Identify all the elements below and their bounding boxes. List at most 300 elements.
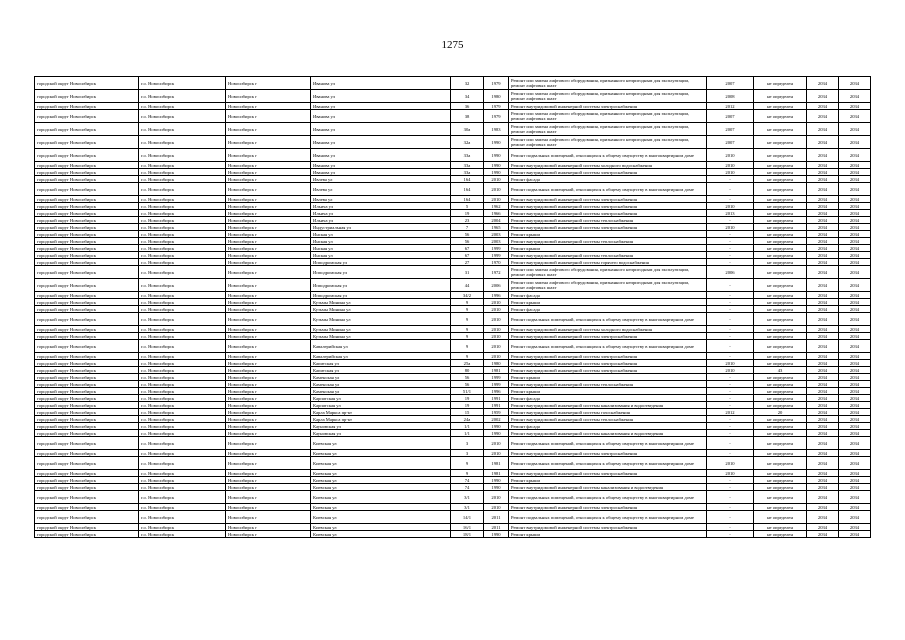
cell-period: не определен xyxy=(754,123,807,136)
cell-period: не определен xyxy=(754,217,807,224)
cell-house: 19 xyxy=(451,402,484,409)
cell-last-repair-year: - xyxy=(707,279,754,292)
cell-work-type: Ремонт внутридомовой инженерной системы электроснабжения xyxy=(509,203,707,210)
cell-street: Киевская ул xyxy=(311,531,451,538)
cell-house: 9 xyxy=(451,306,484,313)
cell-plan-end: 2034 xyxy=(839,210,871,217)
cell-build-year: 1990 xyxy=(484,162,509,169)
register-table xyxy=(34,76,871,538)
cell-work-type: Ремонт подвальных помещений, относящихся к общему имуществу в многоквартирном доме xyxy=(509,149,707,162)
cell-city: Новосибирск г xyxy=(226,326,311,333)
cell-street: Инская ул xyxy=(311,238,451,245)
cell-build-year: 2010 xyxy=(484,353,509,360)
cell-plan-start: 2034 xyxy=(807,374,839,381)
cell-municipality: г.о. Новосибирск xyxy=(139,484,226,491)
cell-build-year: 2010 xyxy=(484,299,509,306)
cell-city: Новосибирск г xyxy=(226,103,311,110)
cell-last-repair-year: - xyxy=(707,531,754,538)
cell-period: не определен xyxy=(754,504,807,511)
table-row xyxy=(35,183,871,196)
cell-last-repair-year: - xyxy=(707,381,754,388)
cell-build-year: 1990 xyxy=(484,484,509,491)
cell-last-repair-year: - xyxy=(707,292,754,299)
cell-municipality: г.о. Новосибирск xyxy=(139,395,226,402)
cell-plan-end: 2034 xyxy=(839,381,871,388)
cell-build-year: 2010 xyxy=(484,196,509,203)
cell-work-type: Ремонт внутридомовой инженерной системы канализования и водоотведения xyxy=(509,484,707,491)
cell-plan-end: 2034 xyxy=(839,388,871,395)
table-row xyxy=(35,210,871,217)
cell-city: Новосибирск г xyxy=(226,423,311,430)
cell-last-repair-year: - xyxy=(707,353,754,360)
cell-plan-end: 2034 xyxy=(839,162,871,169)
cell-work-type: Ремонт внутридомовой инженерной системы газоснабжения xyxy=(509,409,707,416)
cell-street: Ивлева ул xyxy=(311,183,451,196)
cell-plan-start: 2034 xyxy=(807,224,839,231)
cell-district: городской округ Новосибирск xyxy=(35,340,139,353)
cell-last-repair-year: - xyxy=(707,259,754,266)
cell-work-type: Ремонт крыши xyxy=(509,231,707,238)
cell-period: не определен xyxy=(754,484,807,491)
cell-municipality: г.о. Новосибирск xyxy=(139,279,226,292)
cell-last-repair-year: - xyxy=(707,217,754,224)
cell-work-type: Ремонт внутридомовой инженерной системы теплоснабжения xyxy=(509,252,707,259)
cell-plan-end: 2034 xyxy=(839,504,871,511)
cell-municipality: г.о. Новосибирск xyxy=(139,103,226,110)
cell-plan-start: 2034 xyxy=(807,259,839,266)
cell-work-type: Ремонт или замена лифтового оборудования, признанного непригодным для эксплуатации, ремонт лифтовых шахт xyxy=(509,90,707,103)
cell-last-repair-year: - xyxy=(707,306,754,313)
cell-street: Каменская ул xyxy=(311,388,451,395)
cell-build-year: 1999 xyxy=(484,252,509,259)
cell-build-year: 1990 xyxy=(484,430,509,437)
table-row xyxy=(35,292,871,299)
cell-city: Новосибирск г xyxy=(226,531,311,538)
table-row xyxy=(35,395,871,402)
cell-district: городской округ Новосибирск xyxy=(35,176,139,183)
cell-city: Новосибирск г xyxy=(226,123,311,136)
cell-district: городской округ Новосибирск xyxy=(35,169,139,176)
cell-plan-start: 2034 xyxy=(807,162,839,169)
cell-plan-end: 2034 xyxy=(839,203,871,210)
cell-period: не определен xyxy=(754,388,807,395)
cell-last-repair-year: - xyxy=(707,231,754,238)
cell-work-type: Ремонт или замена лифтового оборудования, признанного непригодным для эксплуатации, ремонт лифтовых шахт xyxy=(509,77,707,90)
cell-district: городской округ Новосибирск xyxy=(35,470,139,477)
cell-period: не определен xyxy=(754,238,807,245)
cell-work-type: Ремонт внутридомовой инженерной системы электроснабжения xyxy=(509,504,707,511)
cell-plan-start: 2034 xyxy=(807,360,839,367)
table-row xyxy=(35,402,871,409)
table-row xyxy=(35,504,871,511)
cell-municipality: г.о. Новосибирск xyxy=(139,340,226,353)
cell-city: Новосибирск г xyxy=(226,231,311,238)
cell-house: 15 xyxy=(451,409,484,416)
cell-city: Новосибирск г xyxy=(226,360,311,367)
cell-plan-end: 2034 xyxy=(839,360,871,367)
table-row xyxy=(35,511,871,524)
cell-house: 3 xyxy=(451,450,484,457)
table-row xyxy=(35,279,871,292)
cell-house: 74 xyxy=(451,477,484,484)
cell-build-year: 2010 xyxy=(484,326,509,333)
cell-plan-end: 2034 xyxy=(839,423,871,430)
cell-plan-start: 2034 xyxy=(807,504,839,511)
cell-street: Инская ул xyxy=(311,252,451,259)
cell-district: городской округ Новосибирск xyxy=(35,292,139,299)
cell-plan-end: 2034 xyxy=(839,266,871,279)
cell-plan-start: 2034 xyxy=(807,353,839,360)
cell-build-year: 1999 xyxy=(484,245,509,252)
table-row xyxy=(35,374,871,381)
cell-work-type: Ремонт внутридомовой инженерной системы электроснабжения xyxy=(509,450,707,457)
cell-last-repair-year: - xyxy=(707,238,754,245)
cell-plan-start: 2034 xyxy=(807,77,839,90)
cell-plan-end: 2034 xyxy=(839,292,871,299)
cell-city: Новосибирск г xyxy=(226,279,311,292)
cell-plan-start: 2034 xyxy=(807,266,839,279)
cell-street: Иванова ул xyxy=(311,136,451,149)
table-row xyxy=(35,326,871,333)
table-row xyxy=(35,217,871,224)
cell-municipality: г.о. Новосибирск xyxy=(139,149,226,162)
cell-municipality: г.о. Новосибирск xyxy=(139,217,226,224)
cell-plan-start: 2034 xyxy=(807,136,839,149)
cell-street: Кавалерийская ул xyxy=(311,340,451,353)
cell-plan-end: 2034 xyxy=(839,238,871,245)
cell-house: 7 xyxy=(451,224,484,231)
cell-district: городской округ Новосибирск xyxy=(35,423,139,430)
cell-plan-start: 2034 xyxy=(807,90,839,103)
cell-build-year: 1999 xyxy=(484,374,509,381)
cell-district: городской округ Новосибирск xyxy=(35,149,139,162)
cell-last-repair-year: - xyxy=(707,326,754,333)
cell-district: городской округ Новосибирск xyxy=(35,183,139,196)
cell-municipality: г.о. Новосибирск xyxy=(139,504,226,511)
cell-municipality: г.о. Новосибирск xyxy=(139,491,226,504)
cell-house: 56 xyxy=(451,238,484,245)
cell-city: Новосибирск г xyxy=(226,77,311,90)
cell-last-repair-year: - xyxy=(707,511,754,524)
cell-plan-start: 2034 xyxy=(807,367,839,374)
cell-street: Киевская ул xyxy=(311,457,451,470)
cell-last-repair-year: - xyxy=(707,388,754,395)
cell-build-year: 1966 xyxy=(484,210,509,217)
cell-plan-end: 2034 xyxy=(839,313,871,326)
cell-city: Новосибирск г xyxy=(226,333,311,340)
cell-plan-start: 2034 xyxy=(807,149,839,162)
cell-house: 9 xyxy=(451,470,484,477)
cell-district: городской округ Новосибирск xyxy=(35,259,139,266)
cell-street: Кауновская ул xyxy=(311,423,451,430)
cell-city: Новосибирск г xyxy=(226,176,311,183)
cell-house: 5 xyxy=(451,203,484,210)
cell-build-year: 1996 xyxy=(484,292,509,299)
cell-municipality: г.о. Новосибирск xyxy=(139,136,226,149)
cell-last-repair-year: 2010 xyxy=(707,457,754,470)
table-row xyxy=(35,477,871,484)
cell-plan-start: 2034 xyxy=(807,450,839,457)
cell-last-repair-year: - xyxy=(707,340,754,353)
cell-work-type: Ремонт внутридомовой инженерной системы электроснабжения xyxy=(509,169,707,176)
cell-street: Иванова ул xyxy=(311,149,451,162)
cell-street: Киевская ул xyxy=(311,477,451,484)
table-row xyxy=(35,430,871,437)
cell-district: городской округ Новосибирск xyxy=(35,360,139,367)
cell-house: 34 xyxy=(451,90,484,103)
cell-house: 9 xyxy=(451,333,484,340)
cell-plan-end: 2034 xyxy=(839,123,871,136)
cell-street: Ильича ул xyxy=(311,210,451,217)
cell-district: городской округ Новосибирск xyxy=(35,123,139,136)
cell-municipality: г.о. Новосибирск xyxy=(139,353,226,360)
cell-house: 164 xyxy=(451,183,484,196)
cell-city: Новосибирск г xyxy=(226,183,311,196)
cell-street: Ипподромская ул xyxy=(311,259,451,266)
cell-work-type: Ремонт крыши xyxy=(509,299,707,306)
cell-plan-start: 2034 xyxy=(807,203,839,210)
cell-city: Новосибирск г xyxy=(226,504,311,511)
cell-house: 1/1 xyxy=(451,423,484,430)
cell-house: 80 xyxy=(451,367,484,374)
cell-work-type: Ремонт внутридомовой инженерной системы канализования и водоотведения xyxy=(509,402,707,409)
cell-municipality: г.о. Новосибирск xyxy=(139,169,226,176)
cell-last-repair-year: - xyxy=(707,450,754,457)
cell-plan-end: 2034 xyxy=(839,149,871,162)
cell-build-year: 1990 xyxy=(484,136,509,149)
cell-build-year: 2010 xyxy=(484,176,509,183)
cell-house: 19 xyxy=(451,395,484,402)
cell-plan-end: 2034 xyxy=(839,252,871,259)
cell-street: Кузьмы Минина ул xyxy=(311,326,451,333)
cell-build-year: 1990 xyxy=(484,149,509,162)
cell-plan-start: 2034 xyxy=(807,340,839,353)
cell-municipality: г.о. Новосибирск xyxy=(139,360,226,367)
table-row xyxy=(35,169,871,176)
cell-district: городской округ Новосибирск xyxy=(35,457,139,470)
cell-build-year: 1979 xyxy=(484,77,509,90)
table-row xyxy=(35,524,871,531)
cell-build-year: 2003 xyxy=(484,238,509,245)
cell-work-type: Ремонт внутридомовой инженерной системы теплоснабжения xyxy=(509,238,707,245)
cell-plan-start: 2034 xyxy=(807,423,839,430)
cell-plan-start: 2034 xyxy=(807,231,839,238)
cell-last-repair-year: 2007 xyxy=(707,123,754,136)
cell-house: 32 xyxy=(451,77,484,90)
table-row xyxy=(35,176,871,183)
cell-city: Новосибирск г xyxy=(226,196,311,203)
cell-plan-end: 2034 xyxy=(839,183,871,196)
cell-last-repair-year: - xyxy=(707,176,754,183)
cell-period: не определен xyxy=(754,402,807,409)
table-row xyxy=(35,313,871,326)
cell-work-type: Ремонт внутридомовой инженерной системы электроснабжения xyxy=(509,367,707,374)
cell-plan-end: 2034 xyxy=(839,333,871,340)
cell-plan-end: 2034 xyxy=(839,353,871,360)
cell-plan-start: 2034 xyxy=(807,110,839,123)
table-row xyxy=(35,353,871,360)
cell-plan-end: 2034 xyxy=(839,457,871,470)
cell-district: городской округ Новосибирск xyxy=(35,504,139,511)
cell-city: Новосибирск г xyxy=(226,299,311,306)
cell-municipality: г.о. Новосибирск xyxy=(139,430,226,437)
cell-district: городской округ Новосибирск xyxy=(35,381,139,388)
table-row xyxy=(35,360,871,367)
cell-house: 16/1 xyxy=(451,524,484,531)
table-row xyxy=(35,306,871,313)
cell-street: Карла Маркса пр-кт xyxy=(311,416,451,423)
cell-municipality: г.о. Новосибирск xyxy=(139,203,226,210)
cell-house: 164 xyxy=(451,176,484,183)
cell-city: Новосибирск г xyxy=(226,259,311,266)
cell-last-repair-year: 2013 xyxy=(707,210,754,217)
cell-build-year: 1990 xyxy=(484,423,509,430)
cell-city: Новосибирск г xyxy=(226,477,311,484)
cell-build-year: 1972 xyxy=(484,266,509,279)
cell-plan-start: 2034 xyxy=(807,217,839,224)
cell-street: Кауновская ул xyxy=(311,430,451,437)
cell-period: не определен xyxy=(754,333,807,340)
cell-work-type: Ремонт подвальных помещений, относящихся к общему имуществу в многоквартирном доме xyxy=(509,437,707,450)
cell-house: 24а xyxy=(451,416,484,423)
cell-period: не определен xyxy=(754,470,807,477)
cell-last-repair-year: - xyxy=(707,437,754,450)
page-number: 1275 xyxy=(441,39,464,51)
cell-work-type: Ремонт крыши xyxy=(509,531,707,538)
table-row xyxy=(35,136,871,149)
cell-city: Новосибирск г xyxy=(226,210,311,217)
cell-house: 18/1 xyxy=(451,531,484,538)
cell-street: Кузьмы Минина ул xyxy=(311,313,451,326)
cell-city: Новосибирск г xyxy=(226,381,311,388)
cell-period: не определен xyxy=(754,437,807,450)
cell-street: Иванова ул xyxy=(311,77,451,90)
cell-municipality: г.о. Новосибирск xyxy=(139,110,226,123)
cell-street: Ипподромская ул xyxy=(311,266,451,279)
cell-municipality: г.о. Новосибирск xyxy=(139,196,226,203)
cell-period: не определен xyxy=(754,511,807,524)
cell-municipality: г.о. Новосибирск xyxy=(139,292,226,299)
cell-build-year: 1981 xyxy=(484,470,509,477)
cell-work-type: Ремонт фасада xyxy=(509,423,707,430)
cell-municipality: г.о. Новосибирск xyxy=(139,77,226,90)
cell-district: городской округ Новосибирск xyxy=(35,266,139,279)
cell-build-year: 1990 xyxy=(484,531,509,538)
cell-house: 34/2 xyxy=(451,292,484,299)
cell-work-type: Ремонт или замена лифтового оборудования, признанного непригодным для эксплуатации, ремонт лифтовых шахт xyxy=(509,136,707,149)
cell-district: городской округ Новосибирск xyxy=(35,77,139,90)
cell-last-repair-year: - xyxy=(707,333,754,340)
cell-street: Киевская ул xyxy=(311,484,451,491)
cell-municipality: г.о. Новосибирск xyxy=(139,416,226,423)
cell-street: Ильича ул xyxy=(311,217,451,224)
cell-house: 1/1 xyxy=(451,430,484,437)
cell-city: Новосибирск г xyxy=(226,224,311,231)
cell-street: Ипподромская ул xyxy=(311,292,451,299)
cell-street: Каменская ул xyxy=(311,374,451,381)
cell-house: 25а xyxy=(451,360,484,367)
cell-municipality: г.о. Новосибирск xyxy=(139,238,226,245)
cell-city: Новосибирск г xyxy=(226,252,311,259)
cell-house: 3/1 xyxy=(451,504,484,511)
cell-municipality: г.о. Новосибирск xyxy=(139,306,226,313)
cell-build-year: 2010 xyxy=(484,306,509,313)
table-row xyxy=(35,110,871,123)
cell-city: Новосибирск г xyxy=(226,367,311,374)
cell-plan-end: 2034 xyxy=(839,430,871,437)
cell-plan-start: 2034 xyxy=(807,395,839,402)
cell-street: Киевская ул xyxy=(311,524,451,531)
table-row xyxy=(35,333,871,340)
cell-last-repair-year: 2010 xyxy=(707,162,754,169)
table-row xyxy=(35,266,871,279)
cell-period: не определен xyxy=(754,252,807,259)
cell-build-year: 2004 xyxy=(484,217,509,224)
cell-last-repair-year: - xyxy=(707,504,754,511)
cell-last-repair-year: - xyxy=(707,374,754,381)
table-row xyxy=(35,531,871,538)
cell-house: 9 xyxy=(451,353,484,360)
cell-plan-end: 2034 xyxy=(839,110,871,123)
cell-street: Иванова ул xyxy=(311,103,451,110)
cell-city: Новосибирск г xyxy=(226,266,311,279)
cell-plan-end: 2034 xyxy=(839,169,871,176)
cell-house: 14/1 xyxy=(451,511,484,524)
cell-period: не определен xyxy=(754,531,807,538)
cell-city: Новосибирск г xyxy=(226,217,311,224)
cell-plan-end: 2034 xyxy=(839,491,871,504)
cell-plan-start: 2034 xyxy=(807,511,839,524)
cell-city: Новосибирск г xyxy=(226,511,311,524)
cell-municipality: г.о. Новосибирск xyxy=(139,470,226,477)
cell-house: 9 xyxy=(451,340,484,353)
cell-plan-start: 2034 xyxy=(807,196,839,203)
cell-build-year: 1959 xyxy=(484,409,509,416)
cell-plan-start: 2034 xyxy=(807,169,839,176)
cell-period: не определен xyxy=(754,266,807,279)
cell-period: не определен xyxy=(754,196,807,203)
cell-district: городской округ Новосибирск xyxy=(35,437,139,450)
cell-city: Новосибирск г xyxy=(226,457,311,470)
cell-work-type: Ремонт внутридомовой инженерной системы электроснабжения xyxy=(509,470,707,477)
cell-municipality: г.о. Новосибирск xyxy=(139,210,226,217)
cell-work-type: Ремонт внутридомовой инженерной системы электроснабжения xyxy=(509,196,707,203)
cell-street: Ивлева ул xyxy=(311,196,451,203)
cell-district: городской округ Новосибирск xyxy=(35,110,139,123)
cell-period: не определен xyxy=(754,169,807,176)
cell-last-repair-year: 2007 xyxy=(707,110,754,123)
cell-period: не определен xyxy=(754,245,807,252)
cell-street: Кузьмы Минина ул xyxy=(311,306,451,313)
cell-period: не определен xyxy=(754,326,807,333)
cell-house: 33а xyxy=(451,149,484,162)
cell-build-year: 2003 xyxy=(484,231,509,238)
cell-build-year: 1996 xyxy=(484,388,509,395)
table-row xyxy=(35,252,871,259)
cell-municipality: г.о. Новосибирск xyxy=(139,252,226,259)
cell-period: 43 xyxy=(754,367,807,374)
cell-period: не определен xyxy=(754,162,807,169)
cell-build-year: 1999 xyxy=(484,381,509,388)
cell-municipality: г.о. Новосибирск xyxy=(139,183,226,196)
cell-municipality: г.о. Новосибирск xyxy=(139,266,226,279)
cell-house: 9 xyxy=(451,313,484,326)
cell-period: не определен xyxy=(754,416,807,423)
cell-municipality: г.о. Новосибирск xyxy=(139,176,226,183)
cell-work-type: Ремонт фасада xyxy=(509,306,707,313)
cell-plan-end: 2034 xyxy=(839,231,871,238)
cell-last-repair-year: 2010 xyxy=(707,360,754,367)
